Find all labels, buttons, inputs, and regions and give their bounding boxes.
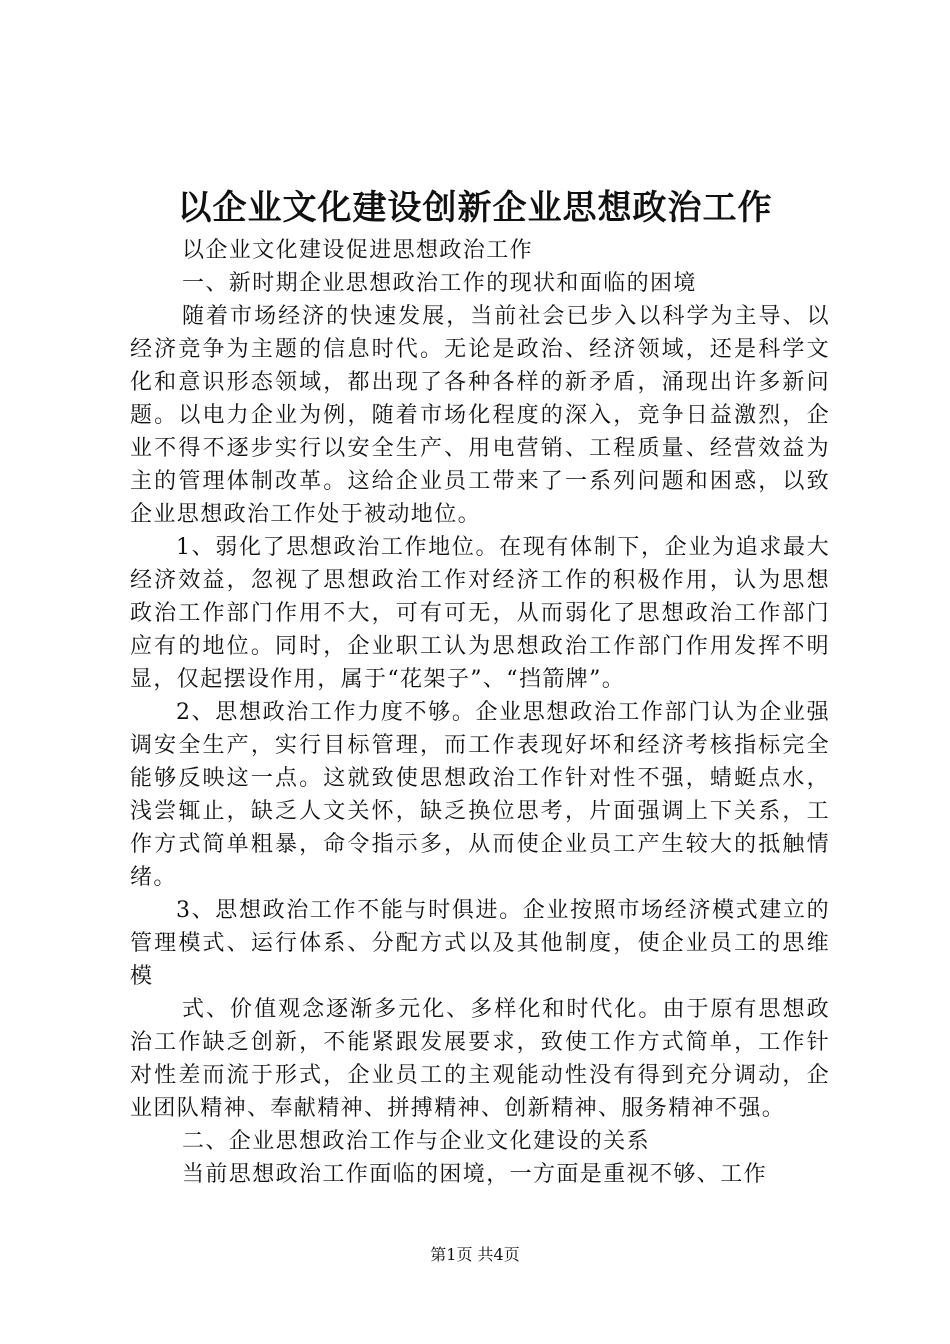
page-number-footer: 第1页 共4页	[430, 1245, 520, 1264]
document-body	[130, 234, 830, 1191]
paragraph-point-3: 3、思想政治工作不能与时俱进。企业按照市场经济模式建立的管理模式、运行体系、分配方式以及其他制度，使企业员工的思维模	[130, 898, 830, 989]
document-title: 以企业文化建设创新企业思想政治工作	[177, 188, 773, 228]
paragraph-section-2-start: 当前思想政治工作面临的困境，一方面是重视不够、工作	[182, 1162, 768, 1187]
paragraph-section-heading-1: 一、新时期企业思想政治工作的现状和面临的困境	[182, 271, 697, 296]
paragraph-point-1: 1、弱化了思想政治工作地位。在现有体制下，企业为追求最大经济效益，忽视了思想政治工作对经济工作的积极作用，认为思想政治工作部门作用不大，可有可无，从而弱化了思想政治工作部门应有的地位。同时，企业职工认为思想政治工作部门作用发挥不明显，仅起摆设作用，属于“花架子”、“挡箭牌”。	[130, 535, 830, 692]
paragraph-intro: 随着市场经济的快速发展，当前社会已步入以科学为主导、以经济竞争为主题的信息时代。无论是政治、经济领域，还是科学文化和意识形态领域，都出现了各种各样的新矛盾，涌现出许多新问题。以电力企业为例，随着市场化程度的深入，竞争日益激烈，企业不得不逐步实行以安全生产、用电营销、工程质量、经营效益为主的管理体制改革。这给企业员工带来了一系列问题和困惑，以致企业思想政治工作处于被动地位。	[130, 304, 830, 527]
paragraph-section-heading-2: 二、企业思想政治工作与企业文化建设的关系	[182, 1129, 651, 1154]
paragraph-subtitle: 以企业文化建设促进思想政治工作	[182, 238, 534, 263]
paragraph-point-3-continued: 式、价值观念逐渐多元化、多样化和时代化。由于原有思想政治工作缺乏创新，不能紧跟发展要求，致使工作方式简单，工作针对性差而流于形式，企业员工的主观能动性没有得到充分调动，企业团队精神、奉献精神、拼搏精神、创新精神、服务精神不强。	[130, 997, 830, 1121]
paragraph-point-2: 2、思想政治工作力度不够。企业思想政治工作部门认为企业强调安全生产，实行目标管理，而工作表现好坏和经济考核指标完全能够反映这一点。这就致使思想政治工作针对性不强，蜻蜓点水，浅尝辄止，缺乏人文关怀，缺乏换位思考，片面强调上下关系，工作方式简单粗暴，命令指示多，从而使企业员工产生较大的抵触情绪。	[130, 700, 830, 890]
